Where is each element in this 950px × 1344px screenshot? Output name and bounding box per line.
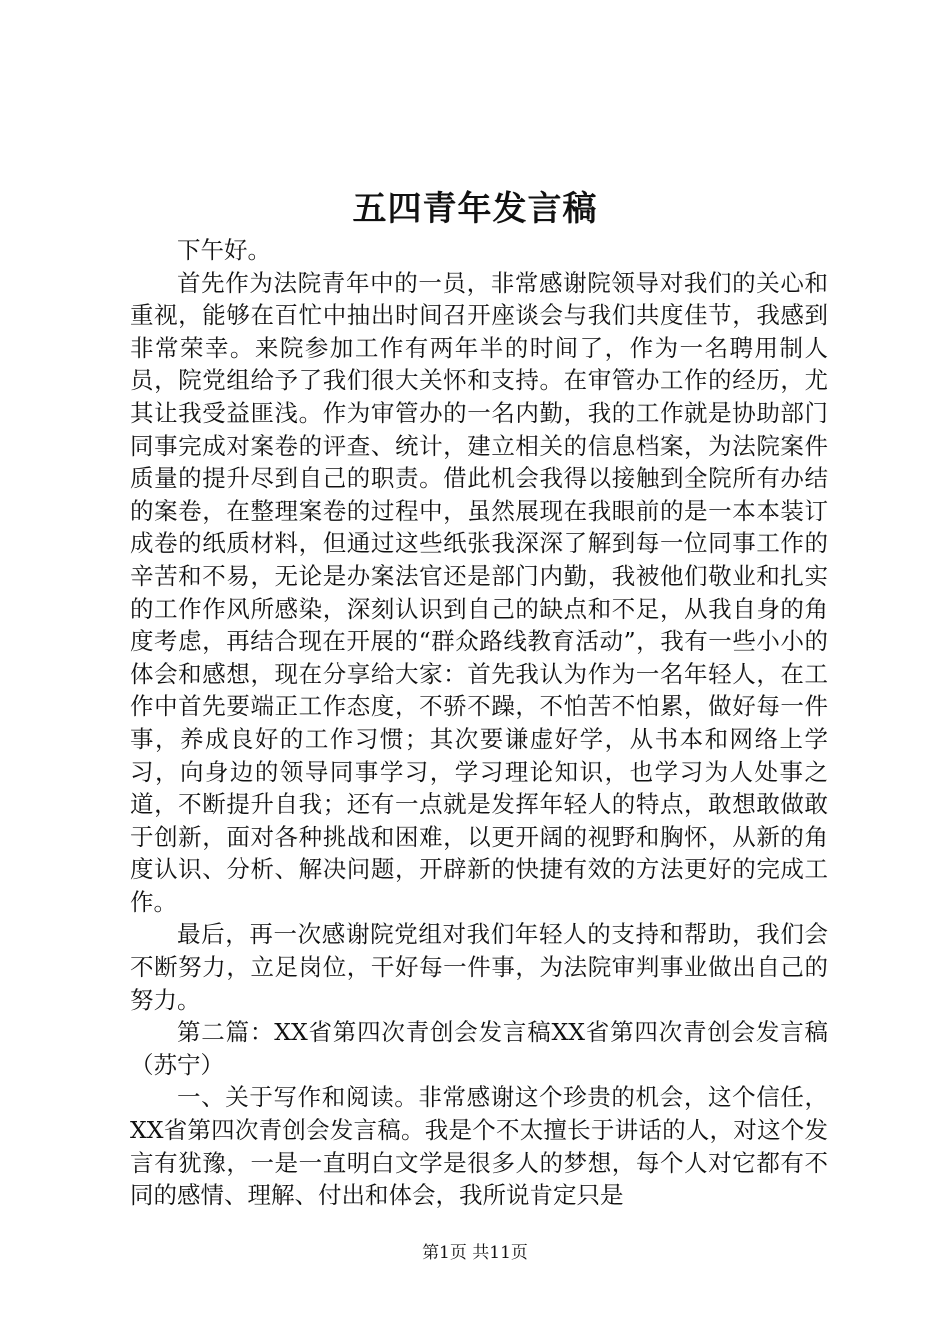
document-body [130, 234, 828, 1212]
paragraph-second-article-heading: 第二篇：XX省第四次青创会发言稿XX省第四次青创会发言稿（苏宁） [130, 1018, 828, 1079]
paragraph-greeting: 下午好。 [177, 236, 271, 264]
document-title: 五四青年发言稿 [352, 189, 598, 229]
paragraph-closing: 最后，再一次感谢院党组对我们年轻人的支持和帮助，我们会不断努力，立足岗位，干好每一件事，为法院审判事业做出自己的努力。 [130, 920, 828, 1014]
page-number-footer: 第1页 共11页 [422, 1243, 528, 1263]
paragraph-main: 首先作为法院青年中的一员，非常感谢院领导对我们的关心和重视，能够在百忙中抽出时间召开座谈会与我们共度佳节，我感到非常荣幸。来院参加工作有两年半的时间了，作为一名聘用制人员，院党组给予了我们很大关怀和支持。在审管办工作的经历，尤其让我受益匪浅。作为审管办的一名内勤，我的工作就是协助部门同事完成对案卷的评查、统计，建立相关的信息档案，为法院案件质量的提升尽到自己的职责。借此机会我得以接触到全院所有办结的案卷，在整理案卷的过程中，虽然展现在我眼前的是一本本装订成卷的纸质材料，但通过这些纸张我深深了解到每一位同事工作的辛苦和不易，无论是办案法官还是部门内勤，我被他们敬业和扎实的工作作风所感染，深刻认识到自己的缺点和不足，从我自身的角度考虑，再结合现在开展的“群众路线教育活动”，我有一些小小的体会和感想，现在分享给大家：首先我认为作为一名年轻人，在工作中首先要端正工作态度，不骄不躁，不怕苦不怕累，做好每一件事，养成良好的工作习惯；其次要谦虚好学，从书本和网络上学习，向身边的领导同事学习，学习理论知识，也学习为人处事之道，不断提升自我；还有一点就是发挥年轻人的特点，敢想敢做敢于创新，面对各种挑战和困难，以更开阔的视野和胸怀，从新的角度认识、分析、解决问题，开辟新的快捷有效的方法更好的完成工作。 [130, 268, 828, 916]
paragraph-second-article-body: 一、关于写作和阅读。非常感谢这个珍贵的机会，这个信任，XX省第四次青创会发言稿。我是个不太擅长于讲话的人，对这个发言有犹豫，一是一直明白文学是很多人的梦想，每个人对它都有不同的感情、理解、付出和体会，我所说肯定只是 [130, 1083, 828, 1210]
